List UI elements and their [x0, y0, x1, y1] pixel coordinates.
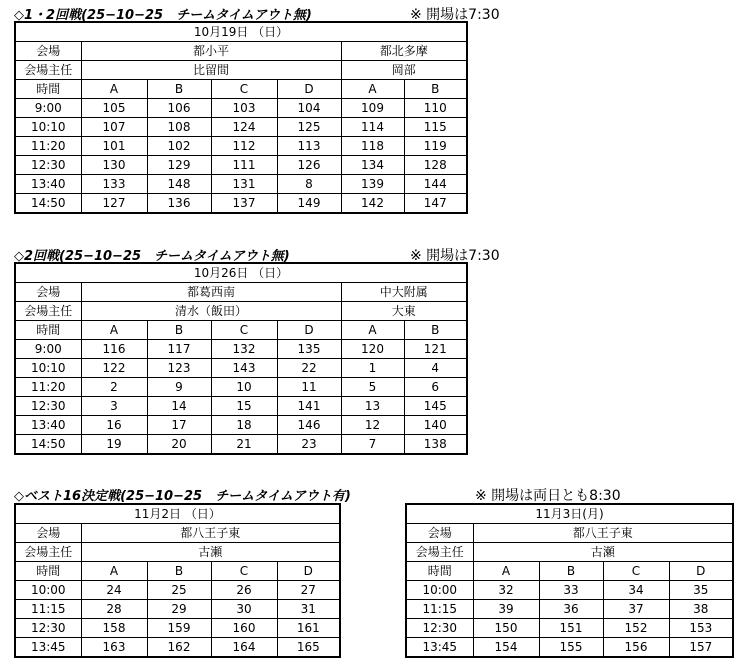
- court-header: A: [81, 321, 147, 340]
- opening-time-note: ※ 開場は7:30: [410, 248, 500, 264]
- match-cell: 22: [277, 359, 341, 378]
- court-header: A: [473, 562, 539, 581]
- schedule-table: [14, 21, 468, 214]
- match-cell: 144: [404, 175, 467, 194]
- table-row: [15, 118, 467, 137]
- match-cell: 136: [147, 194, 211, 214]
- match-cell: 103: [211, 99, 277, 118]
- section-title: ◇1・2回戦(25−10−25 チームタイムアウト無): [14, 8, 312, 23]
- chief-name: 清水（飯田）: [81, 302, 341, 321]
- time-cell: 9:00: [15, 99, 81, 118]
- match-cell: 6: [404, 378, 467, 397]
- match-cell: 141: [277, 397, 341, 416]
- schedule-table: [405, 503, 734, 658]
- match-cell: 27: [277, 581, 340, 600]
- match-cell: 32: [473, 581, 539, 600]
- venue-name: 都北多摩: [341, 42, 467, 61]
- section-title: ◇ベスト16決定戦(25−10−25 チームタイムアウト有): [14, 489, 351, 504]
- match-cell: 155: [539, 638, 603, 658]
- court-header: C: [211, 562, 277, 581]
- match-cell: 123: [147, 359, 211, 378]
- match-cell: 148: [147, 175, 211, 194]
- match-cell: 129: [147, 156, 211, 175]
- match-cell: 149: [277, 194, 341, 214]
- chief-name: 古瀬: [473, 543, 733, 562]
- match-cell: 104: [277, 99, 341, 118]
- match-cell: 24: [81, 581, 147, 600]
- match-cell: 118: [341, 137, 404, 156]
- time-cell: 11:15: [15, 600, 81, 619]
- match-cell: 119: [404, 137, 467, 156]
- time-label: 時間: [15, 80, 81, 99]
- match-cell: 108: [147, 118, 211, 137]
- match-cell: 30: [211, 600, 277, 619]
- match-cell: 121: [404, 340, 467, 359]
- opening-time-note: ※ 開場は両日とも8:30: [475, 488, 621, 504]
- match-cell: 26: [211, 581, 277, 600]
- match-cell: 147: [404, 194, 467, 214]
- court-header: A: [341, 80, 404, 99]
- match-cell: 114: [341, 118, 404, 137]
- match-cell: 163: [81, 638, 147, 658]
- table-row: [15, 619, 340, 638]
- court-header: A: [341, 321, 404, 340]
- table-row: [15, 397, 467, 416]
- chief-name: 古瀬: [81, 543, 340, 562]
- venue-label: 会場: [15, 283, 81, 302]
- time-cell: 12:30: [15, 619, 81, 638]
- match-cell: 157: [669, 638, 733, 658]
- match-cell: 158: [81, 619, 147, 638]
- match-cell: 162: [147, 638, 211, 658]
- time-cell: 11:20: [15, 137, 81, 156]
- match-cell: 117: [147, 340, 211, 359]
- court-header: B: [404, 321, 467, 340]
- match-cell: 34: [603, 581, 669, 600]
- match-cell: 16: [81, 416, 147, 435]
- time-cell: 14:50: [15, 194, 81, 214]
- time-cell: 12:30: [15, 397, 81, 416]
- match-cell: 161: [277, 619, 340, 638]
- chief-label: 会場主任: [15, 61, 81, 80]
- schedule-table: [14, 262, 468, 455]
- time-cell: 12:30: [406, 619, 473, 638]
- chief-label: 会場主任: [15, 543, 81, 562]
- match-cell: 154: [473, 638, 539, 658]
- match-cell: 25: [147, 581, 211, 600]
- match-cell: 137: [211, 194, 277, 214]
- match-cell: 36: [539, 600, 603, 619]
- table-row: [15, 156, 467, 175]
- match-cell: 160: [211, 619, 277, 638]
- venue-label: 会場: [15, 42, 81, 61]
- match-cell: 3: [81, 397, 147, 416]
- section-title: ◇2回戦(25−10−25 チームタイムアウト無): [14, 249, 290, 264]
- date-header: 10月19日 （日）: [15, 22, 467, 42]
- match-cell: 5: [341, 378, 404, 397]
- court-header: B: [147, 321, 211, 340]
- time-label: 時間: [15, 562, 81, 581]
- table-row: [15, 378, 467, 397]
- court-header: A: [81, 562, 147, 581]
- opening-time-note: ※ 開場は7:30: [410, 7, 500, 23]
- match-cell: 122: [81, 359, 147, 378]
- match-cell: 139: [341, 175, 404, 194]
- match-cell: 145: [404, 397, 467, 416]
- time-label: 時間: [15, 321, 81, 340]
- match-cell: 133: [81, 175, 147, 194]
- match-cell: 102: [147, 137, 211, 156]
- match-cell: 138: [404, 435, 467, 455]
- match-cell: 125: [277, 118, 341, 137]
- match-cell: 151: [539, 619, 603, 638]
- chief-label: 会場主任: [15, 302, 81, 321]
- table-row: [15, 175, 467, 194]
- table-row: [15, 359, 467, 378]
- match-cell: 142: [341, 194, 404, 214]
- match-cell: 116: [81, 340, 147, 359]
- match-cell: 124: [211, 118, 277, 137]
- match-cell: 127: [81, 194, 147, 214]
- match-cell: 38: [669, 600, 733, 619]
- venue-name: 中大附属: [341, 283, 467, 302]
- date-header: 10月26日 （日）: [15, 263, 467, 283]
- time-cell: 10:10: [15, 359, 81, 378]
- match-cell: 39: [473, 600, 539, 619]
- match-cell: 107: [81, 118, 147, 137]
- court-header: D: [277, 562, 340, 581]
- time-cell: 11:15: [406, 600, 473, 619]
- match-cell: 131: [211, 175, 277, 194]
- court-header: A: [81, 80, 147, 99]
- match-cell: 150: [473, 619, 539, 638]
- match-cell: 112: [211, 137, 277, 156]
- match-cell: 28: [81, 600, 147, 619]
- match-cell: 37: [603, 600, 669, 619]
- match-cell: 18: [211, 416, 277, 435]
- match-cell: 7: [341, 435, 404, 455]
- time-cell: 9:00: [15, 340, 81, 359]
- match-cell: 21: [211, 435, 277, 455]
- match-cell: 2: [81, 378, 147, 397]
- court-header: B: [147, 562, 211, 581]
- venue-name: 都八王子東: [81, 524, 340, 543]
- match-cell: 13: [341, 397, 404, 416]
- match-cell: 146: [277, 416, 341, 435]
- schedule-table: [14, 503, 341, 658]
- court-header: D: [277, 80, 341, 99]
- table-row: [406, 581, 733, 600]
- court-header: C: [211, 80, 277, 99]
- table-row: [406, 638, 733, 658]
- venue-name: 都葛西南: [81, 283, 341, 302]
- match-cell: 113: [277, 137, 341, 156]
- time-cell: 13:45: [406, 638, 473, 658]
- match-cell: 111: [211, 156, 277, 175]
- match-cell: 156: [603, 638, 669, 658]
- date-header: 11月2日 （日）: [15, 504, 340, 524]
- time-cell: 10:00: [406, 581, 473, 600]
- match-cell: 33: [539, 581, 603, 600]
- venue-label: 会場: [15, 524, 81, 543]
- match-cell: 4: [404, 359, 467, 378]
- match-cell: 29: [147, 600, 211, 619]
- time-cell: 10:10: [15, 118, 81, 137]
- court-header: D: [277, 321, 341, 340]
- match-cell: 140: [404, 416, 467, 435]
- court-header: D: [669, 562, 733, 581]
- match-cell: 165: [277, 638, 340, 658]
- venue-name: 都八王子東: [473, 524, 733, 543]
- match-cell: 128: [404, 156, 467, 175]
- time-cell: 11:20: [15, 378, 81, 397]
- match-cell: 8: [277, 175, 341, 194]
- match-cell: 12: [341, 416, 404, 435]
- match-cell: 20: [147, 435, 211, 455]
- time-cell: 14:50: [15, 435, 81, 455]
- match-cell: 1: [341, 359, 404, 378]
- match-cell: 126: [277, 156, 341, 175]
- table-row: [15, 194, 467, 214]
- match-cell: 115: [404, 118, 467, 137]
- court-header: B: [404, 80, 467, 99]
- time-cell: 10:00: [15, 581, 81, 600]
- match-cell: 9: [147, 378, 211, 397]
- court-header: B: [539, 562, 603, 581]
- match-cell: 164: [211, 638, 277, 658]
- match-cell: 134: [341, 156, 404, 175]
- match-cell: 23: [277, 435, 341, 455]
- chief-name: 岡部: [341, 61, 467, 80]
- table-row: [15, 416, 467, 435]
- match-cell: 35: [669, 581, 733, 600]
- venue-name: 都小平: [81, 42, 341, 61]
- match-cell: 14: [147, 397, 211, 416]
- match-cell: 10: [211, 378, 277, 397]
- court-header: C: [603, 562, 669, 581]
- match-cell: 105: [81, 99, 147, 118]
- table-row: [406, 619, 733, 638]
- table-row: [15, 581, 340, 600]
- table-row: [15, 340, 467, 359]
- court-header: B: [147, 80, 211, 99]
- chief-label: 会場主任: [406, 543, 473, 562]
- table-row: [15, 99, 467, 118]
- court-header: C: [211, 321, 277, 340]
- match-cell: 109: [341, 99, 404, 118]
- chief-name: 大東: [341, 302, 467, 321]
- match-cell: 106: [147, 99, 211, 118]
- time-label: 時間: [406, 562, 473, 581]
- match-cell: 31: [277, 600, 340, 619]
- match-cell: 11: [277, 378, 341, 397]
- time-cell: 12:30: [15, 156, 81, 175]
- match-cell: 159: [147, 619, 211, 638]
- time-cell: 13:45: [15, 638, 81, 658]
- match-cell: 19: [81, 435, 147, 455]
- match-cell: 101: [81, 137, 147, 156]
- table-row: [406, 600, 733, 619]
- match-cell: 120: [341, 340, 404, 359]
- time-cell: 13:40: [15, 175, 81, 194]
- match-cell: 135: [277, 340, 341, 359]
- venue-label: 会場: [406, 524, 473, 543]
- table-row: [15, 137, 467, 156]
- chief-name: 比留間: [81, 61, 341, 80]
- match-cell: 152: [603, 619, 669, 638]
- table-row: [15, 435, 467, 455]
- match-cell: 153: [669, 619, 733, 638]
- match-cell: 130: [81, 156, 147, 175]
- match-cell: 15: [211, 397, 277, 416]
- date-header: 11月3日(月): [406, 504, 733, 524]
- time-cell: 13:40: [15, 416, 81, 435]
- match-cell: 132: [211, 340, 277, 359]
- match-cell: 17: [147, 416, 211, 435]
- match-cell: 110: [404, 99, 467, 118]
- match-cell: 143: [211, 359, 277, 378]
- table-row: [15, 600, 340, 619]
- table-row: [15, 638, 340, 658]
